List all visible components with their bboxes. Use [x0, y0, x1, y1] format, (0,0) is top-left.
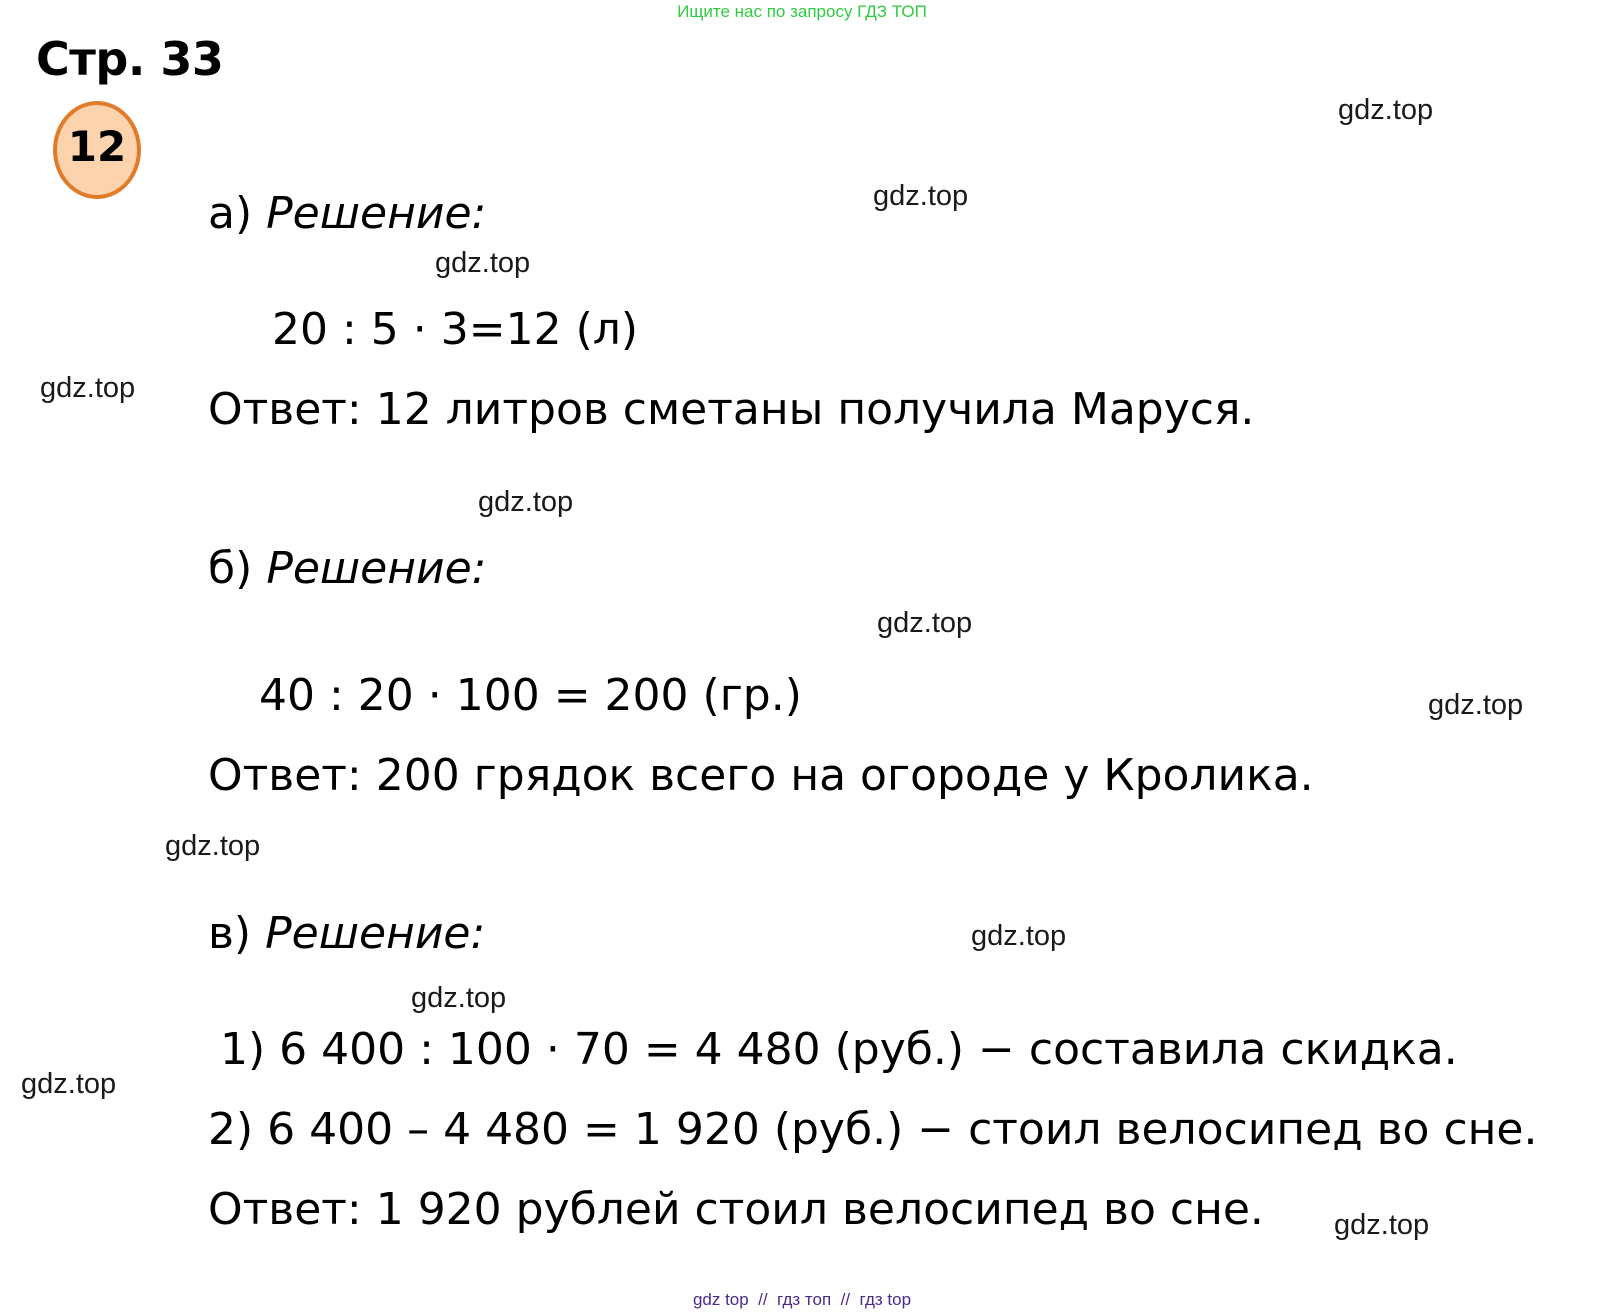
- footer: gdz top // гдз топ // гдз top: [692, 1290, 912, 1309]
- part-b-letter: б): [208, 543, 253, 594]
- part-a-answer: Ответ: 12 литров сметаны получила Маруся.: [208, 384, 1255, 435]
- watermark: gdz.top: [1334, 1209, 1430, 1241]
- part-c-step-1: 1) 6 400 : 100 · 70 = 4 480 (руб.) − составила скидка.: [220, 1024, 1458, 1075]
- watermark: gdz.top: [40, 372, 136, 404]
- task-number: 12: [67, 121, 127, 171]
- part-c-letter: в): [208, 908, 252, 959]
- watermark: gdz.top: [165, 830, 261, 862]
- part-b-step-1: 40 : 20 · 100 = 200 (гр.): [259, 670, 802, 721]
- part-c-step-2: 2) 6 400 – 4 480 = 1 920 (руб.) − стоил велосипед во сне.: [208, 1104, 1538, 1155]
- part-a-heading: [208, 188, 486, 239]
- part-b-answer: Ответ: 200 грядок всего на огороде у Кролика.: [208, 750, 1314, 801]
- watermark: gdz.top: [478, 486, 574, 518]
- watermark: gdz.top: [971, 920, 1067, 952]
- task-number-badge: [53, 101, 141, 199]
- watermark: gdz.top: [877, 607, 973, 639]
- part-b-heading: [208, 543, 487, 594]
- watermark: gdz.top: [873, 180, 969, 212]
- watermark: gdz.top: [435, 247, 531, 279]
- page-title: Стр. 33: [36, 32, 224, 86]
- part-a-letter: а): [208, 188, 253, 239]
- part-a-step-1: 20 : 5 · 3=12 (л): [272, 304, 639, 355]
- part-b-solution-label: Решение:: [266, 543, 487, 594]
- watermark: gdz.top: [1338, 94, 1434, 126]
- part-a-solution-label: Решение:: [266, 188, 487, 239]
- part-c-solution-label: Решение:: [265, 908, 486, 959]
- top-banner: Ищите нас по запросу ГДЗ ТОП: [677, 2, 927, 21]
- part-c-answer: Ответ: 1 920 рублей стоил велосипед во сне.: [208, 1184, 1264, 1235]
- watermark: gdz.top: [21, 1068, 117, 1100]
- watermark: gdz.top: [411, 982, 507, 1014]
- part-c-heading: [208, 908, 485, 959]
- watermark: gdz.top: [1428, 689, 1524, 721]
